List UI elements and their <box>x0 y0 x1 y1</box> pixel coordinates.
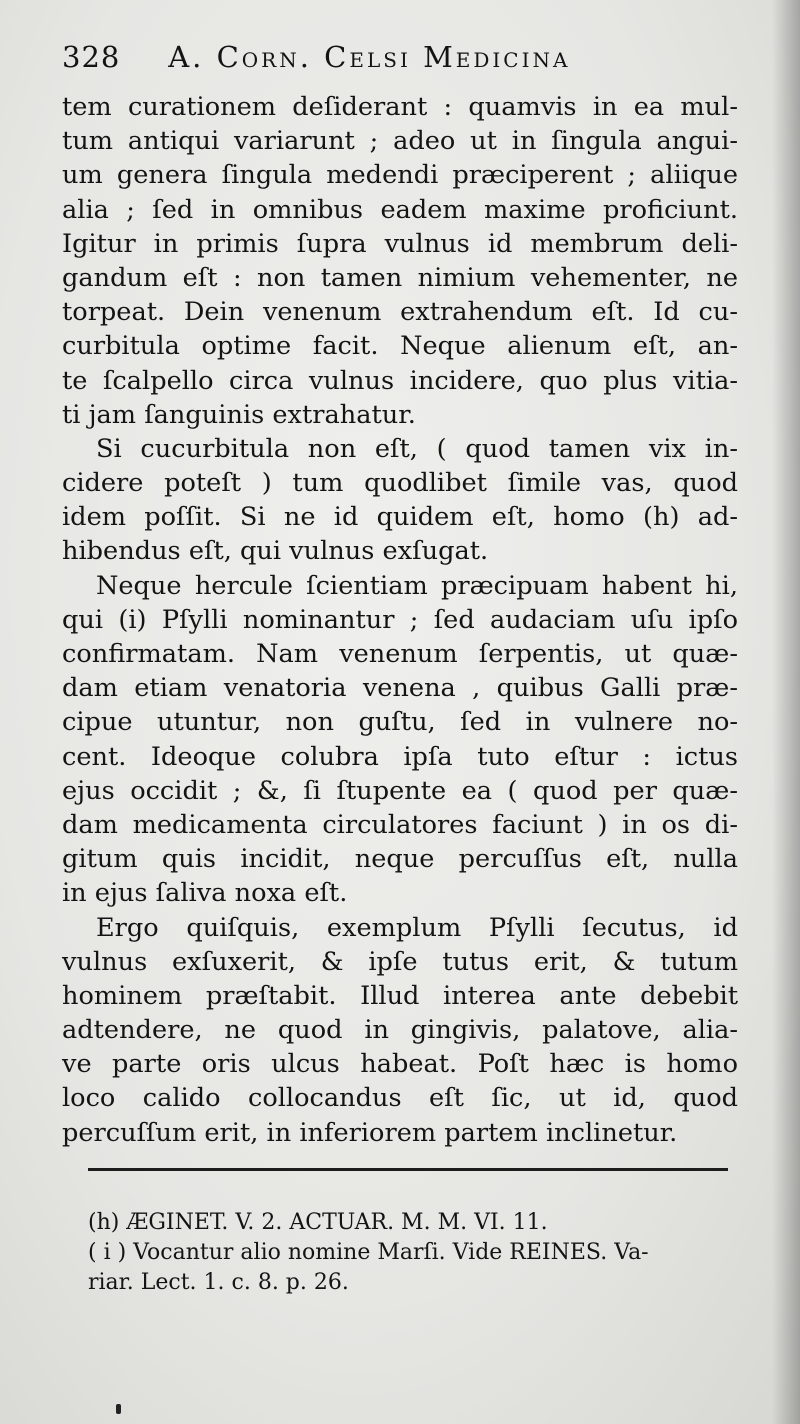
running-header <box>62 40 742 80</box>
page-number: 328 <box>62 40 121 74</box>
text-line: tem curationem deſiderant : quamvis in ea mul- <box>62 92 738 122</box>
text-line: percuſſum erit, in inferiorem partem inclinetur. <box>62 1117 678 1148</box>
text-line: gandum eſt : non tamen nimium vehementer, ne <box>62 262 738 293</box>
main-text <box>62 90 738 1150</box>
running-title: A. Corn. Celsi Medicina <box>168 40 571 74</box>
page-edge-shadow <box>772 0 800 1424</box>
text-line: curbitula optime facit. Neque alienum eſt, an- <box>62 331 738 362</box>
text-line: cidere poteſt ) tum quodlibet ſimile vas, quod <box>62 468 738 499</box>
text-line: dam medicamenta circulatores faciunt ) in os di- <box>62 809 738 840</box>
footnotes <box>88 1208 738 1298</box>
text-line: Si cucurbitula non eſt, ( quod tamen vix in- <box>96 433 738 464</box>
text-line: ve parte oris ulcus habeat. Poſt hæc is homo <box>62 1049 738 1080</box>
footnote-h: (h) ÆGINET. V. 2. ACTUAR. M. M. VI. 11. <box>88 1210 548 1235</box>
text-line: vulnus exſuxerit, & ipſe tutus erit, & tutum <box>62 946 738 977</box>
text-line: hibendus eſt, qui vulnus exſugat. <box>62 536 489 567</box>
text-line: loco calido collocandus eſt ſic, ut id, quod <box>62 1083 738 1114</box>
text-line: cipue utuntur, non guſtu, ſed in vulnere no- <box>62 707 738 738</box>
text-line: adtendere, ne quod in gingivis, palatove, alia- <box>62 1015 738 1046</box>
ink-mark <box>116 1404 121 1414</box>
footnote-i: ( i ) Vocantur alio nomine Marſi. Vide REINES. Va- <box>88 1240 649 1265</box>
text-line: um genera ſingula medendi præciperent ; aliique <box>62 160 738 191</box>
text-line: Igitur in primis ſupra vulnus id membrum deli- <box>62 228 738 259</box>
text-line: Neque hercule ſcientiam præcipuam habent hi, <box>96 570 738 601</box>
footnote-i-continued: riar. Lect. 1. c. 8. p. 26. <box>88 1270 349 1295</box>
text-line: ejus occidit ; &, ſi ſtupente ea ( quod per quæ- <box>62 775 738 806</box>
footnote-rule <box>88 1168 728 1171</box>
paragraph <box>62 569 738 911</box>
text-line: dam etiam venatoria venena , quibus Galli præ- <box>62 673 738 704</box>
text-line: torpeat. Dein venenum extrahendum eſt. Id cu- <box>62 297 738 328</box>
text-line: te ſcalpello circa vulnus incidere, quo plus vitia- <box>62 365 738 396</box>
text-line: idem poſſit. Si ne id quidem eſt, homo (h) ad- <box>62 502 738 533</box>
text-line: alia ; ſed in omnibus eadem maxime proficiunt. <box>62 194 738 225</box>
text-line: tum antiqui variarunt ; adeo ut in ſingula angui- <box>62 126 738 157</box>
paragraph <box>62 432 738 569</box>
paragraph <box>62 911 738 1150</box>
text-line: in ejus ſaliva noxa eſt. <box>62 878 348 909</box>
text-line: ti jam ſanguinis extrahatur. <box>62 399 416 430</box>
text-line: confirmatam. Nam venenum ſerpentis, ut quæ- <box>62 639 738 669</box>
text-line: gitum quis incidit, neque percuſſus eſt, nulla <box>62 844 738 875</box>
text-line: cent. Ideoque colubra ipſa tuto eſtur : ictus <box>62 741 738 772</box>
paragraph <box>62 90 738 432</box>
text-line: hominem præſtabit. Illud interea ante debebit <box>62 980 738 1011</box>
text-line: qui (i) Pſylli nominantur ; ſed audaciam uſu ipſo <box>62 604 738 635</box>
text-line: Ergo quiſquis, exemplum Pſylli ſecutus, id <box>96 912 738 943</box>
